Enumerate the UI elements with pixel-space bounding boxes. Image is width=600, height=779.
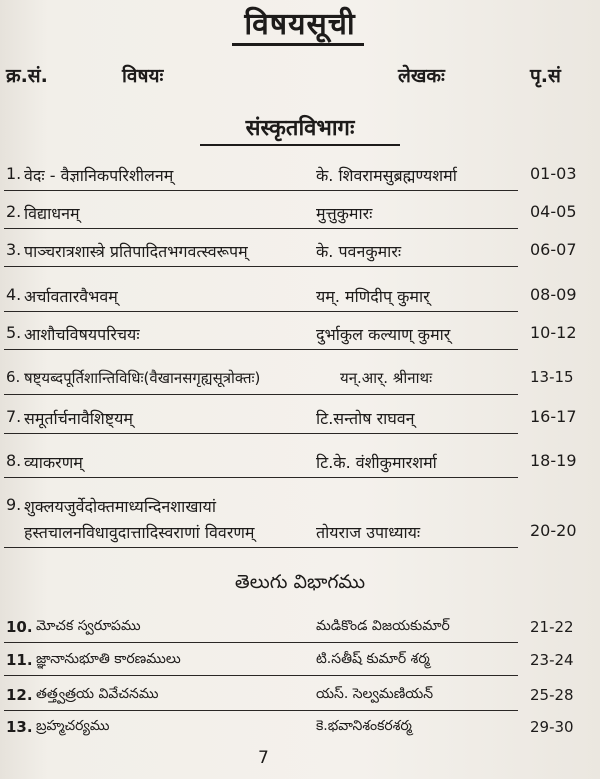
entry-pages: 18-19	[530, 451, 577, 470]
row-divider	[4, 710, 518, 711]
entry-pages: 10-12	[530, 323, 577, 342]
row-divider	[4, 477, 518, 478]
row-divider	[4, 547, 518, 548]
row-divider	[4, 394, 518, 395]
entry-number: 9.	[6, 495, 22, 514]
header-serial-number: क्र.सं.	[6, 65, 48, 87]
entry-subject: తత్త్వత్రయ వివేచనము	[36, 686, 159, 702]
entry-pages: 13-15	[530, 368, 574, 386]
entry-author: మడికొండ విజయకుమార్	[316, 618, 450, 634]
entry-author: मुत्तुकुमारः	[316, 204, 373, 223]
header-author: लेखकः	[398, 65, 445, 87]
row-divider	[4, 675, 518, 676]
header-page-number: पृ.सं	[530, 65, 561, 87]
entry-number: 11.	[6, 651, 33, 669]
entry-number: 8.	[6, 451, 22, 470]
entry-pages: 16-17	[530, 407, 577, 426]
entry-number: 7.	[6, 407, 22, 426]
entry-pages: 29-30	[530, 718, 574, 736]
row-divider	[4, 433, 518, 434]
entry-author: के. पवनकुमारः	[316, 242, 402, 261]
entry-pages: 08-09	[530, 285, 577, 304]
section-heading-telugu: తెలుగు విభాగము	[234, 571, 366, 593]
entry-number: 12.	[6, 686, 33, 704]
entry-pages: 25-28	[530, 686, 574, 704]
entry-pages: 21-22	[530, 618, 574, 636]
entry-author: यन्.आर्. श्रीनाथः	[340, 369, 433, 387]
row-divider	[4, 311, 518, 312]
row-divider	[4, 228, 518, 229]
entry-pages: 20-20	[530, 521, 577, 540]
entry-author: యస్. సెల్వమణియన్	[316, 686, 434, 702]
entry-author: तोयराज उपाध्यायः	[316, 523, 421, 542]
entry-number: 2.	[6, 202, 22, 221]
entry-author: टि.के. वंशीकुमारशर्मा	[316, 453, 437, 472]
row-divider	[4, 642, 518, 643]
entry-number: 3.	[6, 240, 22, 259]
entry-number: 4.	[6, 285, 22, 304]
entry-subject: अर्चावतारवैभवम्	[24, 287, 118, 306]
row-divider	[4, 266, 518, 267]
entry-pages: 04-05	[530, 202, 577, 221]
entry-author: यम्. मणिदीप् कुमार्	[316, 287, 430, 306]
entry-subject: पाञ्चरात्रशास्त्रे प्रतिपादितभगवत्स्वरूपम्	[24, 242, 248, 261]
entry-subject: वेदः - वैज्ञानिकपरिशीलनम्	[24, 166, 174, 185]
entry-subject-continued: हस्तचालनविधावुदात्तादिस्वराणां विवरणम्	[24, 523, 255, 542]
section-heading-sanskrit: संस्कृतविभागः	[245, 116, 355, 141]
section-underline	[200, 144, 400, 146]
entry-subject: शुक्लयजुर्वेदोक्तमाध्यन्दिनशाखायां	[24, 497, 216, 516]
entry-number: 1.	[6, 164, 22, 183]
entry-subject: మోచక స్వరూపము	[36, 618, 141, 634]
entry-author: टि.सन्तोष राघवन्	[316, 409, 415, 428]
entry-author: के. शिवरामसुब्रह्मण्यशर्मा	[316, 166, 457, 185]
column-header-row	[0, 62, 600, 92]
entry-author: టి.సతీష్ కుమార్ శర్మ	[316, 651, 430, 667]
entry-subject: आशौचविषयपरिचयः	[24, 325, 140, 344]
entry-subject: బ్రహ్మచర్యము	[36, 718, 110, 734]
entry-subject: षष्ट्यब्दपूर्तिशान्तिविधिः(वैखानसगृह्यसूत्रोक्तः)	[24, 369, 261, 387]
entry-author: दुर्भाकुल कल्याण् कुमार्	[316, 325, 451, 344]
entry-subject: జ్ఞానానుభూతి కారణములు	[36, 651, 181, 667]
row-divider	[4, 349, 518, 350]
entry-subject: विद्याधनम्	[24, 204, 80, 223]
entry-number: 5.	[6, 323, 22, 342]
header-subject: विषयः	[122, 65, 164, 87]
row-divider	[4, 190, 518, 191]
entry-subject: समूर्तार्चनावैशिष्ट्यम्	[24, 409, 133, 428]
page-title: विषयसूची	[244, 7, 356, 42]
entry-number: 10.	[6, 618, 33, 636]
title-underline	[232, 43, 364, 46]
entry-number: 13.	[6, 718, 33, 736]
entry-pages: 23-24	[530, 651, 574, 669]
entry-author: కె.భవానిశంకరశర్మ	[316, 718, 412, 734]
page-number: 7	[258, 748, 269, 768]
entry-pages: 01-03	[530, 164, 577, 183]
entry-pages: 06-07	[530, 240, 577, 259]
entry-subject: व्याकरणम्	[24, 453, 83, 472]
entry-number: 6.	[6, 368, 21, 386]
